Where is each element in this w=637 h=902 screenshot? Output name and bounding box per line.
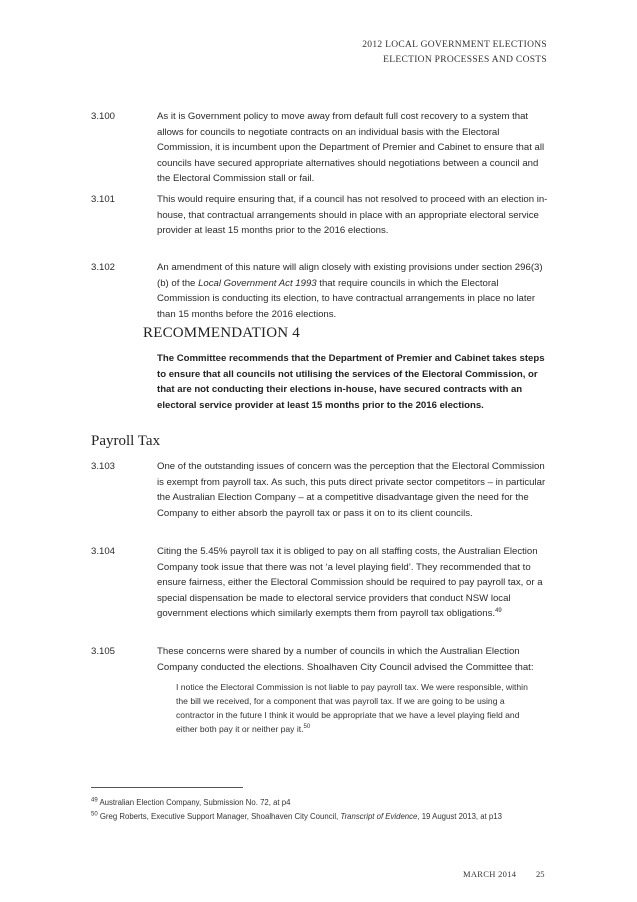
paragraph-text: Citing the 5.45% payroll tax it is obliged to pay on all staffing costs, the Australian Election Company took issue that there was not ‘a level playing field’. They recommended that to ensure fairness, either the Electoral Commission should be required to pay payroll tax, or a special dispensation be made to electoral service providers that conduct NSW local government elections which similarly exempts them from payroll tax obligations.$^{49}$: [157, 546, 543, 619]
paragraph-3-100: [91, 109, 551, 187]
section-heading: Payroll Tax: [91, 433, 161, 449]
footnote-49: $^{49}$ Australian Election Company, Submission No. 72, at p4: [91, 797, 291, 807]
footnote-divider: [91, 787, 243, 788]
recommendation-heading: RECOMMENDATION 4: [143, 325, 300, 341]
footnote-number: 50: [91, 811, 98, 818]
paragraph-number: 3.101: [91, 194, 116, 205]
paragraph-text: As it is Government policy to move away from default full cost recovery to a system that allows for councils to negotiate contracts on an individual basis with the Electoral Commission, it is incumbent upon the Department of Premier and Cabinet to ensure that all councils have secured appropriate alternatives should negotiations between a council and the Electoral Commission stall or fail.: [157, 111, 545, 184]
paragraph-number: 3.103: [91, 461, 116, 472]
footer-date: MARCH 2014: [463, 869, 517, 879]
footnote-50: $^{50}$ Greg Roberts, Executive Support Manager, Shoalhaven City Council, Transcript of Evidence, 19 August 2013, at p13: [91, 811, 502, 821]
paragraph-3-102: [91, 260, 551, 322]
paragraph-number: 3.100: [91, 111, 116, 122]
running-header-title: 2012 LOCAL GOVERNMENT ELECTIONS: [362, 40, 547, 50]
paragraph-3-101: [91, 192, 551, 239]
running-header-subtitle: ELECTION PROCESSES AND COSTS: [383, 55, 547, 65]
paragraph-text: This would require ensuring that, if a council has not resolved to proceed with an election in-house, that contractual arrangements should in place with an appropriate electoral service provider at least 15 months prior to the 2016 elections.: [157, 194, 548, 236]
footnote-number: 49: [91, 797, 98, 804]
paragraph-3-104: [91, 544, 551, 622]
paragraph-text: An amendment of this nature will align closely with existing provisions under section 296(3)(b) of the Local Government Act 1993 that require councils in which the Electoral Commission is conducting its election, to have contractual arrangements in place no later than 15 months before the 2016 elections.: [157, 262, 543, 320]
recommendation-text: The Committee recommends that the Department of Premier and Cabinet takes steps to ensure that all councils not utilising the services of the Electoral Commission, or that are not conducting their elections in-house, have secured contracts with an electoral service provider at least 15 months prior to the 2016 elections.: [157, 353, 545, 411]
page-number: 25: [536, 869, 545, 879]
paragraph-text: One of the outstanding issues of concern was the perception that the Electoral Commission is exempt from payroll tax. As such, this puts direct private sector competitors – in particular the Australian Election Company – at a competitive disadvantage given the need for the Company to either absorb the payroll tax or pass it on to its client councils.: [157, 461, 546, 519]
footnote-ref: 50: [303, 724, 311, 731]
paragraph-text: These concerns were shared by a number of councils in which the Australian Election Company conducted the elections. Shoalhaven City Council advised the Committee that:: [157, 646, 534, 673]
paragraph-number: 3.105: [91, 646, 116, 657]
act-title: Local Government Act 1993: [198, 277, 317, 289]
source-title: Transcript of Evidence: [340, 812, 418, 821]
paragraph-number: 3.104: [91, 546, 116, 557]
paragraph-3-105: [91, 644, 551, 675]
footnote-ref: 49: [495, 607, 502, 614]
paragraph-3-103: [91, 459, 551, 521]
paragraph-number: 3.102: [91, 262, 116, 273]
block-quote: I notice the Electoral Commission is not liable to pay payroll tax. We were responsible, within the bill we received, for a component that was payroll tax. If we are going to be using a contractor in the future I think it would be appropriate that we have a level playing field and either both pay it or neither pay it.$^{50}$: [176, 682, 528, 734]
